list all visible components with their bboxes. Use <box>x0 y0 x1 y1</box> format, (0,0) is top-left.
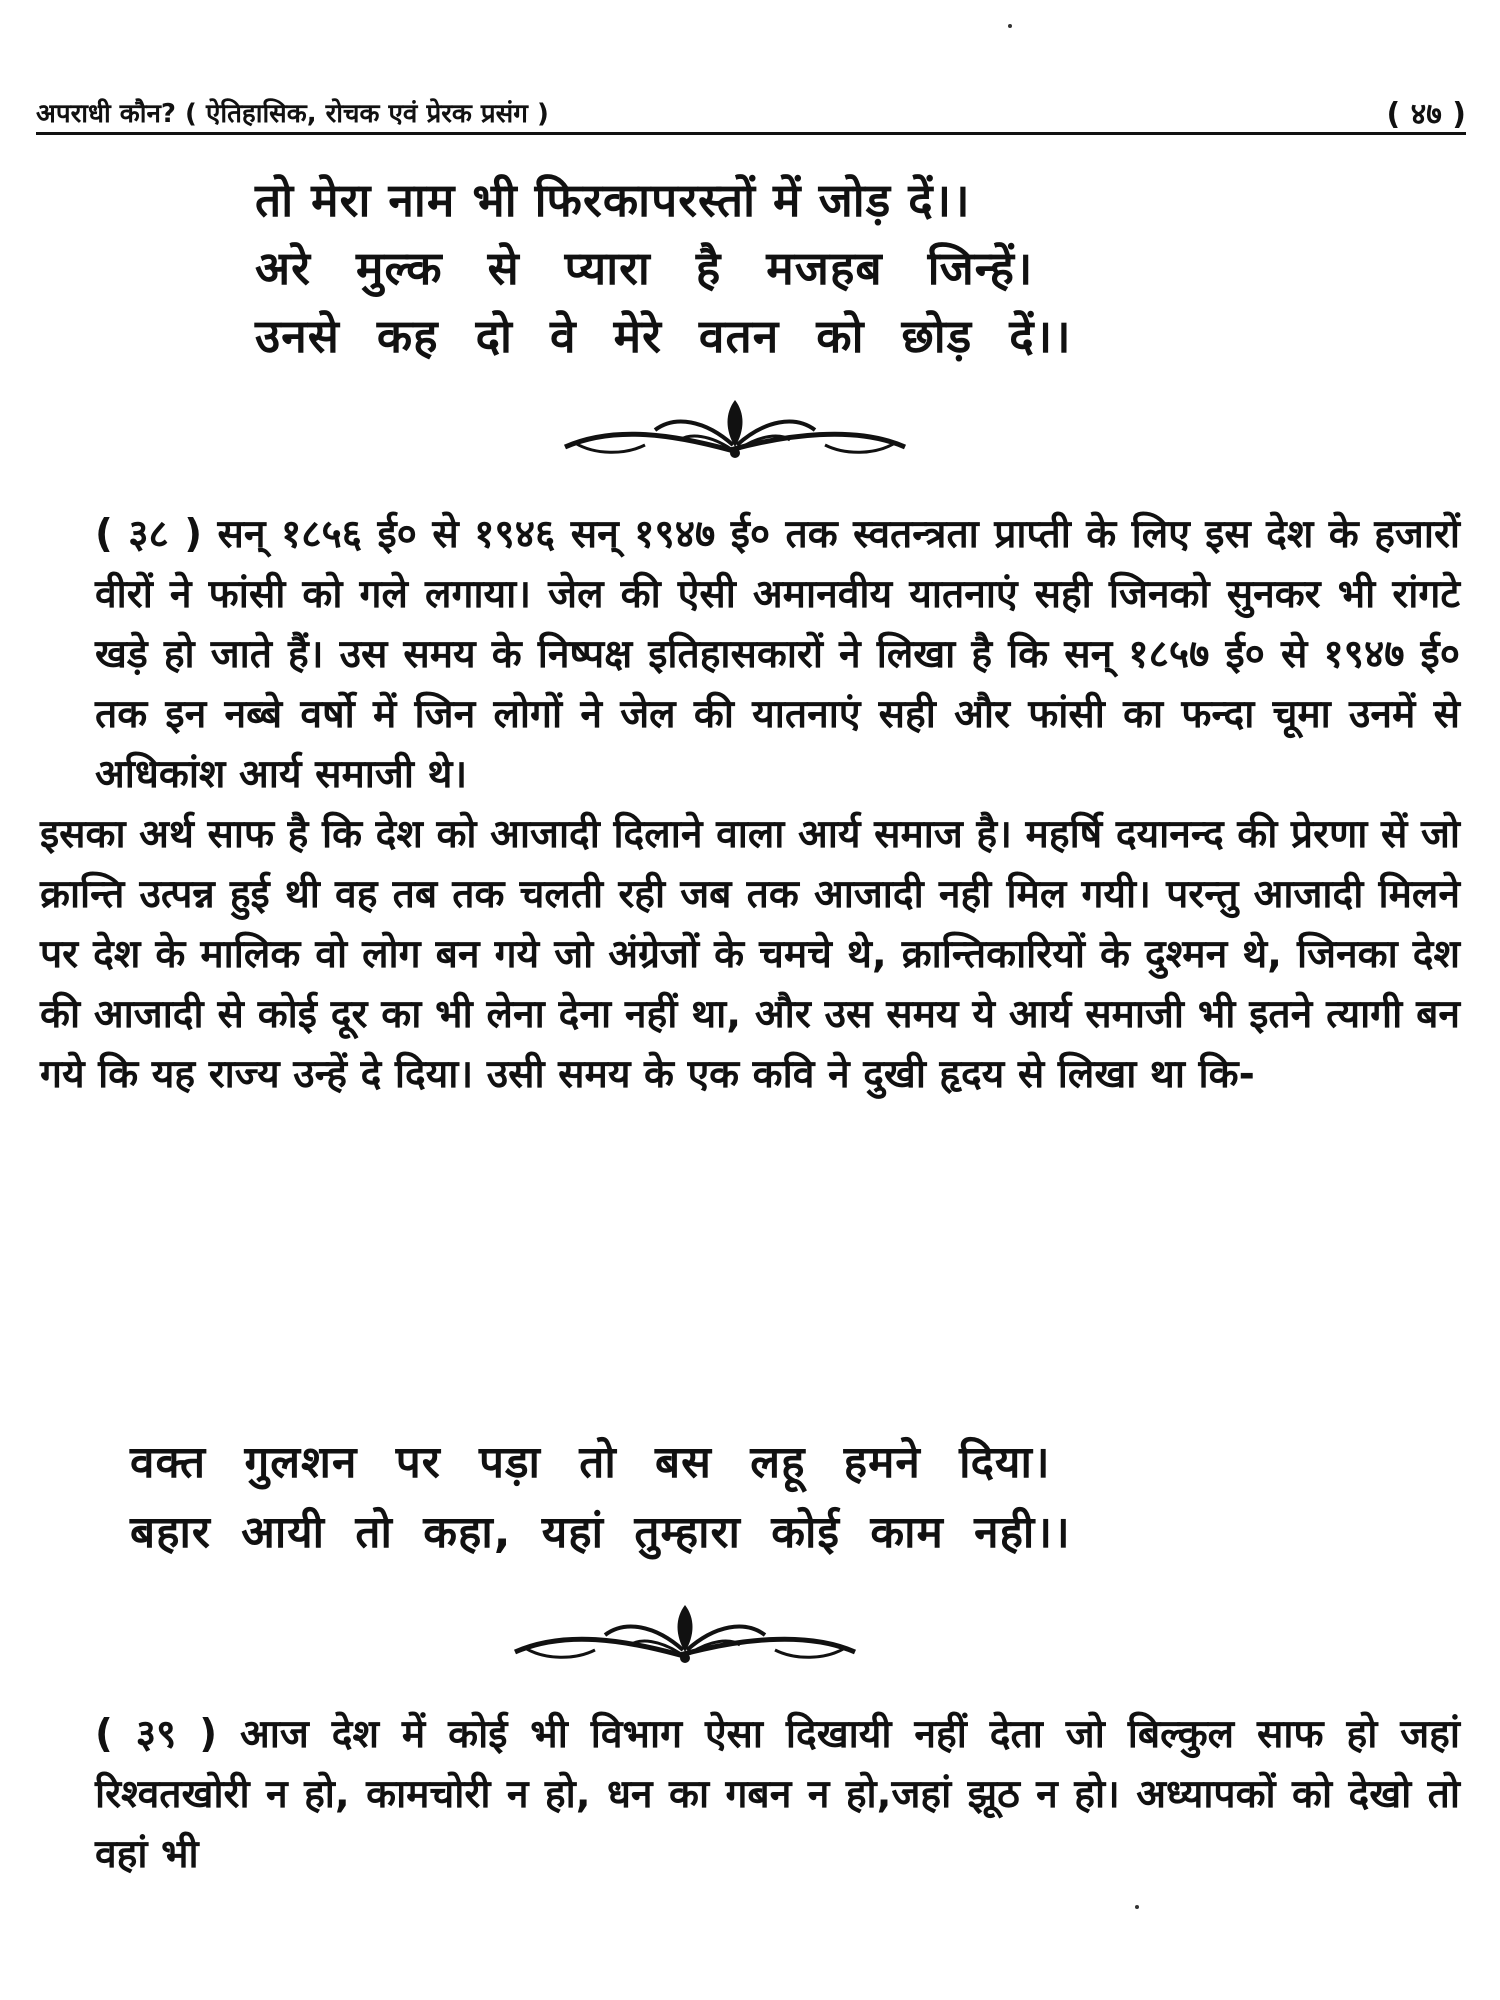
running-header <box>36 88 1466 132</box>
verse-2-line-1: वक्त गुलशन पर पड़ा तो बस लहू हमने दिया। <box>130 1437 1051 1488</box>
section-38-paragraph-2: इसका अर्थ साफ है कि देश को आजादी दिलाने वाला आर्य समाज है। महर्षि दयानन्द की प्रेरणा सें जो क्रान्ति उत्पन्न हुई थी वह तब तक चलती रही जब तक आजादी नही मिल गयी। परन्तु आजादी मिलने पर देश के मालिक वो लोग बन गये जो अंग्रेजों के चमचे थे, क्रान्तिकारियों के दुश्मन थे, जिनका देश की आजादी से कोई दूर का भी लेना देना नहीं था, और उस समय ये आर्य समाजी भी इतने त्यागी बन गये कि यह राज्य उन्हें दे दिया। उसी समय के एक कवि ने दुखी हृदय से लिखा था कि- <box>40 812 1460 1097</box>
section-38-paragraph-1: ( ३८ ) सन् १८५६ ई० से १९४६ सन् १९४७ ई० तक स्वतन्त्रता प्राप्ती के लिए इस देश के हजारों वीरों ने फांसी को गले लगाया। जेल की ऐसी अमानवीय यातनाएं सही जिनको सुनकर भी रांगटे खड़े हो जाते हैं। उस समय के निष्पक्ष इतिहासकारों ने लिखा है कि सन् १८५७ ई० से १९४७ ई० तक इन नब्बे वर्षो में जिन लोगों ने जेल की यातनाएं सही और फांसी का फन्दा चूमा उनमें से अधिकांश आर्य समाजी थे। <box>95 512 1460 797</box>
floral-divider-ornament-icon <box>505 1600 865 1670</box>
verse-1-line-3: उनसे कह दो वे मेरे वतन को छोड़ दें।। <box>255 309 1072 363</box>
verse-1-line-2: अरे मुल्क से प्यारा है मजहब जिन्हें। <box>255 241 1034 295</box>
page-number: ( ४७ ) <box>1386 97 1466 132</box>
header-divider <box>36 132 1466 135</box>
verse-2-line-2: बहार आयी तो कहा, यहां तुम्हारा कोई काम नही।। <box>130 1507 1071 1558</box>
section-39-text <box>40 1705 1460 1885</box>
book-title: अपराधी कौन? ( ऐतिहासिक, रोचक एवं प्रेरक प्रसंग ) <box>36 99 549 129</box>
verse-1-line-1: तो मेरा नाम भी फिरकापरस्तों में जोड़ दें।। <box>255 173 971 227</box>
section-39-paragraph: ( ३९ ) आज देश में कोई भी विभाग ऐसा दिखायी नहीं देता जो बिल्कुल साफ हो जहां रिश्वतखोरी न हो, कामचोरी न हो, धन का गबन न हो,जहां झूठ न हो। अध्यापकों को देखो तो वहां भी <box>95 1712 1460 1877</box>
section-38-text <box>40 505 1460 1105</box>
floral-divider-ornament-icon <box>555 395 915 465</box>
scan-speck <box>1135 1905 1139 1909</box>
scan-speck <box>1008 24 1012 28</box>
